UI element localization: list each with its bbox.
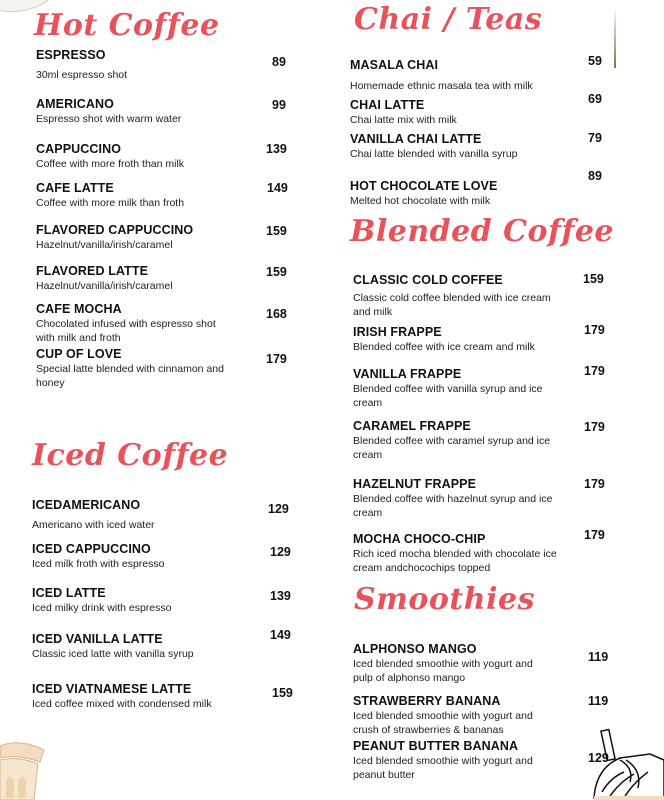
menu-item <box>36 302 236 345</box>
item-description: Blended coffee with ice cream and milk <box>353 341 535 353</box>
menu-item <box>353 694 553 737</box>
menu-item <box>353 739 553 782</box>
item-description: Coffee with more milk than froth <box>36 197 185 209</box>
item-price: 179 <box>584 364 605 378</box>
item-name: CHAI LATTE <box>350 98 425 112</box>
menu-item <box>36 347 226 390</box>
menu-item <box>32 498 155 532</box>
item-price: 99 <box>272 98 286 112</box>
coffee-cup-illustration <box>0 740 48 800</box>
item-price: 69 <box>588 92 602 106</box>
item-description: Classic iced latte with vanilla syrup <box>32 648 194 660</box>
item-name: ICED LATTE <box>32 586 106 600</box>
menu-item <box>36 181 184 210</box>
menu-item <box>353 273 553 319</box>
item-name: MASALA CHAI <box>350 58 439 72</box>
menu-item <box>350 58 533 93</box>
item-price: 129 <box>268 502 289 516</box>
item-price: 129 <box>270 545 291 559</box>
item-price: 159 <box>583 272 604 286</box>
menu-item <box>353 477 553 520</box>
item-price: 89 <box>588 169 602 183</box>
item-price: 79 <box>588 131 602 145</box>
item-price: 129 <box>588 751 609 765</box>
item-name: PEANUT BUTTER BANANA <box>353 739 519 753</box>
item-name: IRISH FRAPPE <box>353 325 442 339</box>
menu-item <box>36 48 127 82</box>
item-name: ICED VIATNAMESE LATTE <box>32 682 192 696</box>
item-price: 179 <box>584 528 605 542</box>
item-description: Iced milk froth with espresso <box>32 558 165 570</box>
item-price: 179 <box>584 477 605 491</box>
menu-item <box>353 367 553 410</box>
item-name: CAPPUCCINO <box>36 142 122 156</box>
menu-item <box>353 419 553 462</box>
menu-item <box>350 98 457 127</box>
section-title-chai-teas: Chai / Teas <box>354 2 543 37</box>
item-description: Chai latte mix with milk <box>350 114 457 126</box>
item-name: ICEDAMERICANO <box>32 498 141 512</box>
item-price: 139 <box>270 589 291 603</box>
item-description: Classic cold coffee blended with ice cream and milk <box>353 292 551 318</box>
item-price: 159 <box>266 224 287 238</box>
item-name: AMERICANO <box>36 97 114 111</box>
item-description: Blended coffee with caramel syrup and ice cream <box>353 435 551 461</box>
section-title-smoothies: Smoothies <box>354 582 535 617</box>
item-description: Iced milky drink with espresso <box>32 602 172 614</box>
menu-item <box>32 632 194 661</box>
item-name: VANILLA FRAPPE <box>353 367 462 381</box>
item-description: Blended coffee with hazelnut syrup and ice cream <box>353 493 553 519</box>
item-name: ESPRESSO <box>36 48 106 62</box>
item-description: Iced coffee mixed with condensed milk <box>32 698 212 710</box>
item-price: 119 <box>588 694 609 708</box>
item-name: CLASSIC COLD COFFEE <box>353 273 503 287</box>
item-description: Blended coffee with vanilla syrup and ice cream <box>353 383 543 409</box>
item-price: 139 <box>266 142 287 156</box>
item-description: Melted hot chocolate with milk <box>350 195 491 207</box>
menu-item <box>353 325 563 354</box>
item-name: CARAMEL FRAPPE <box>353 419 471 433</box>
item-description: Chocolated infused with espresso shot with milk and froth <box>36 318 216 344</box>
item-name: FLAVORED CAPPUCCINO <box>36 223 194 237</box>
menu-item <box>32 586 171 615</box>
section-title-hot-coffee: Hot Coffee <box>34 8 220 43</box>
item-description: Coffee with more froth than milk <box>36 158 185 170</box>
item-name: CUP OF LOVE <box>36 347 122 361</box>
menu-item <box>350 179 497 208</box>
item-price: 179 <box>584 323 605 337</box>
item-description: Homemade ethnic masala tea with milk <box>350 80 533 92</box>
menu-item <box>36 97 181 126</box>
item-description: Iced blended smoothie with yogurt and crush of strawberries & bananas <box>353 710 533 736</box>
menu-item <box>36 223 193 252</box>
item-name: CAFE MOCHA <box>36 302 122 316</box>
item-name: VANILLA CHAI LATTE <box>350 132 482 146</box>
item-description: Special latte blended with cinnamon and honey <box>36 363 224 389</box>
section-title-iced-coffee: Iced Coffee <box>32 438 229 473</box>
item-price: 179 <box>584 420 605 434</box>
section-title-blended-coffee: Blended Coffee <box>350 214 615 249</box>
item-description: Iced blended smoothie with yogurt and peanut butter <box>353 755 533 781</box>
item-price: 89 <box>272 55 286 69</box>
item-price: 119 <box>588 650 609 664</box>
item-name: ICED VANILLA LATTE <box>32 632 163 646</box>
item-price: 159 <box>266 265 287 279</box>
item-price: 159 <box>272 686 293 700</box>
item-name: ICED CAPPUCCINO <box>32 542 151 556</box>
item-name: MOCHA CHOCO-CHIP <box>353 532 486 546</box>
item-description: Hazelnut/vanilla/irish/caramel <box>36 239 173 251</box>
item-description: Hazelnut/vanilla/irish/caramel <box>36 280 173 292</box>
item-description: Rich iced mocha blended with chocolate ice cream andchocochips topped <box>353 548 557 574</box>
menu-item <box>353 642 553 685</box>
item-description: Americano with iced water <box>32 519 155 531</box>
menu-item <box>36 142 184 171</box>
menu-item <box>350 132 518 161</box>
item-description: Espresso shot with warm water <box>36 113 182 125</box>
item-price: 149 <box>270 628 291 642</box>
item-price: 179 <box>266 352 287 366</box>
menu-item <box>353 532 563 575</box>
item-name: ALPHONSO MANGO <box>353 642 477 656</box>
menu-item <box>32 542 164 571</box>
item-price: 59 <box>588 54 602 68</box>
item-name: FLAVORED LATTE <box>36 264 149 278</box>
item-description: 30ml espresso shot <box>36 69 128 81</box>
item-name: STRAWBERRY BANANA <box>353 694 501 708</box>
item-description: Chai latte blended with vanilla syrup <box>350 148 518 160</box>
item-description: Iced blended smoothie with yogurt and pulp of alphonso mango <box>353 658 533 684</box>
item-name: HAZELNUT FRAPPE <box>353 477 477 491</box>
item-price: 168 <box>266 307 287 321</box>
item-price: 149 <box>267 181 288 195</box>
item-name: HOT CHOCOLATE LOVE <box>350 179 498 193</box>
item-name: CAFE LATTE <box>36 181 114 195</box>
menu-item <box>36 264 173 293</box>
menu-item <box>32 682 212 711</box>
straw-decoration <box>614 10 616 68</box>
